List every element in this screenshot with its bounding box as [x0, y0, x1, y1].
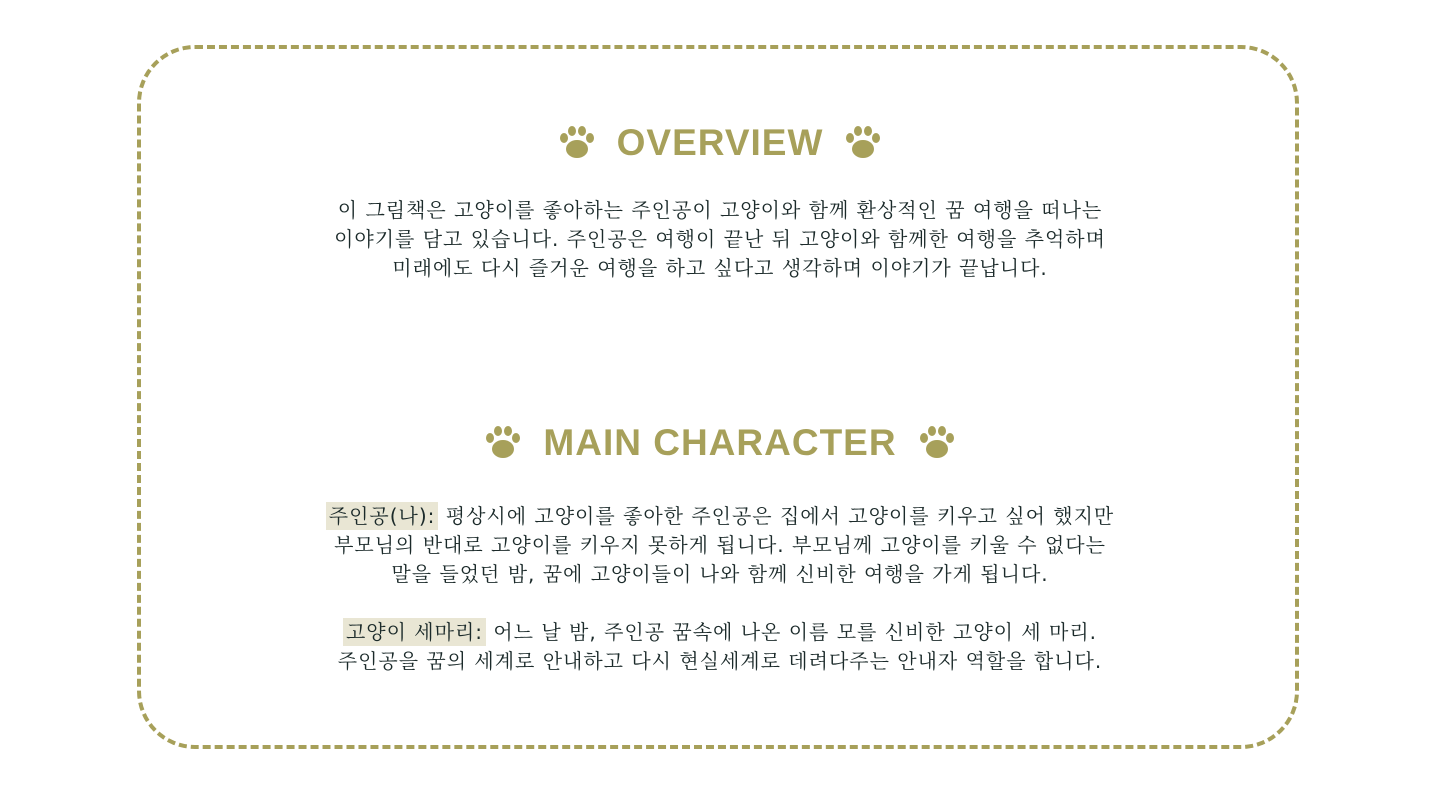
- character-line: [0, 502, 1440, 531]
- character-desc: 어느 날 밤, 주인공 꿈속에 나온 이름 모를 신비한 고양이 세 마리.: [486, 620, 1098, 644]
- character-line: 주인공을 꿈의 세계로 안내하고 다시 현실세계로 데려다주는 안내자 역할을 합니다.: [337, 649, 1103, 673]
- main-character-title: MAIN CHARACTER: [543, 422, 897, 463]
- character-label: 고양이 세마리:: [343, 618, 486, 646]
- character-line: 말을 들었던 밤, 꿈에 고양이들이 나와 함께 신비한 여행을 가게 됩니다.: [391, 562, 1049, 586]
- character-protagonist: [0, 502, 1440, 589]
- character-label: 주인공(나):: [326, 502, 439, 530]
- paw-icon: [843, 125, 883, 161]
- character-desc: 평상시에 고양이를 좋아한 주인공은 집에서 고양이를 키우고 싶어 했지만: [438, 504, 1115, 528]
- character-line: [0, 618, 1440, 647]
- paw-icon: [557, 125, 597, 161]
- overview-title: OVERVIEW: [616, 122, 824, 163]
- overview-line: 이 그림책은 고양이를 좋아하는 주인공이 고양이와 함께 환상적인 꿈 여행을 떠나는: [337, 198, 1103, 222]
- main-character-heading: [0, 422, 1440, 464]
- paw-icon: [483, 425, 523, 461]
- character-line: 부모님의 반대로 고양이를 키우지 못하게 됩니다. 부모님께 고양이를 키울 수 없다는: [334, 533, 1106, 557]
- character-cats: [0, 618, 1440, 676]
- paw-icon: [917, 425, 957, 461]
- overview-line: 이야기를 담고 있습니다. 주인공은 여행이 끝난 뒤 고양이와 함께한 여행을 추억하며: [334, 227, 1106, 251]
- overview-text: [0, 196, 1440, 283]
- overview-line: 미래에도 다시 즐거운 여행을 하고 싶다고 생각하며 이야기가 끝납니다.: [392, 256, 1048, 280]
- overview-heading: [0, 122, 1440, 164]
